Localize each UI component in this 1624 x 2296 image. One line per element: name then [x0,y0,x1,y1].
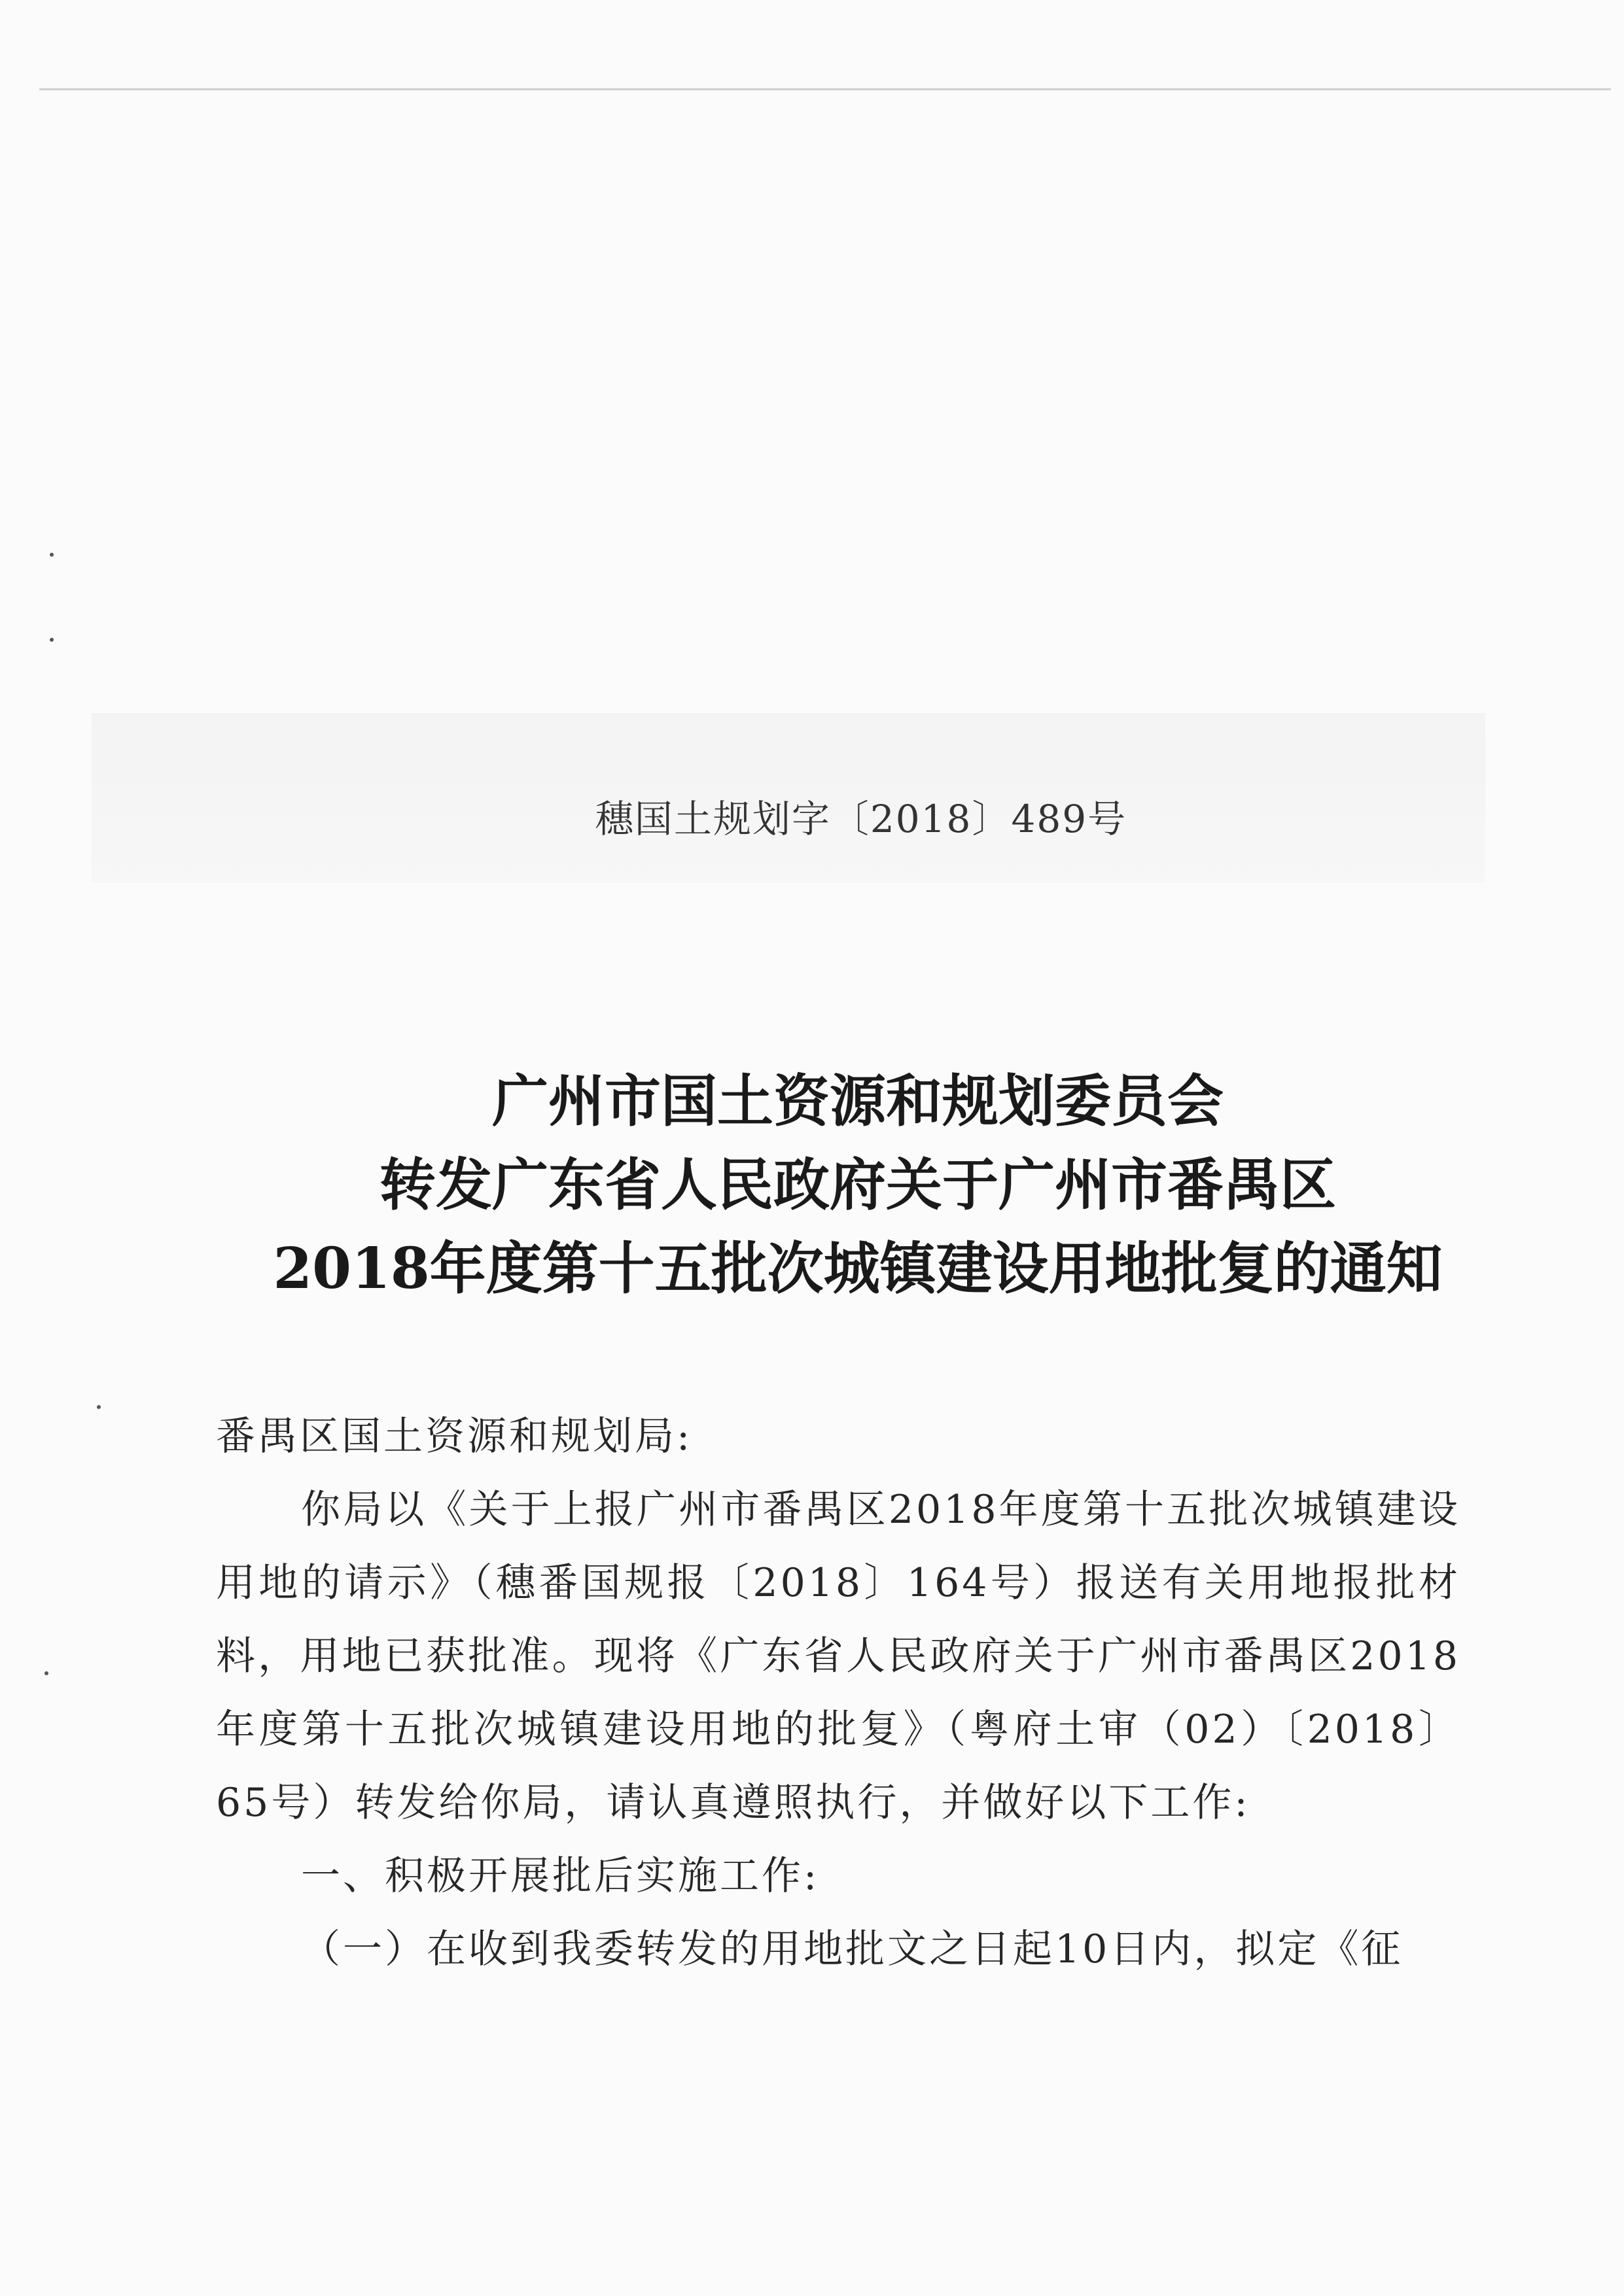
body-paragraph-3: （一）在收到我委转发的用地批文之日起10日内，拟定《征 [301,1926,1403,1972]
margin-mark [97,1405,101,1409]
document-body [216,1400,1460,1986]
document-title [196,1060,1519,1311]
scan-edge-line [39,88,1611,90]
body-paragraph-2: 一、积极开展批后实施工作: [301,1853,820,1899]
title-line-3: 2018年度第十五批次城镇建设用地批复的通知 [273,1236,1443,1302]
body-paragraph-1: 你局以《关于上报广州市番禺区2018年度第十五批次城镇建设用地的请示》（穗番国规报〔2018〕164号）报送有关用地报批材料，用地已获批准。现将《广东省人民政府关于广州市番禺区2018年度第十五批次城镇建设用地的批复》（粤府土审（02）〔2018〕65号）转发给你局，请认真遵照执行，并做好以下工作: [216,1487,1460,1826]
margin-mark [50,553,54,557]
margin-mark [50,638,54,642]
document-number: 穗国土规划字〔2018〕489号 [595,797,1127,841]
salutation: 番禺区国土资源和规划局: [216,1414,693,1459]
title-line-2: 转发广东省人民政府关于广州市番禺区 [380,1152,1336,1218]
margin-mark [44,1671,48,1675]
title-line-1: 广州市国土资源和规划委员会 [492,1068,1224,1134]
